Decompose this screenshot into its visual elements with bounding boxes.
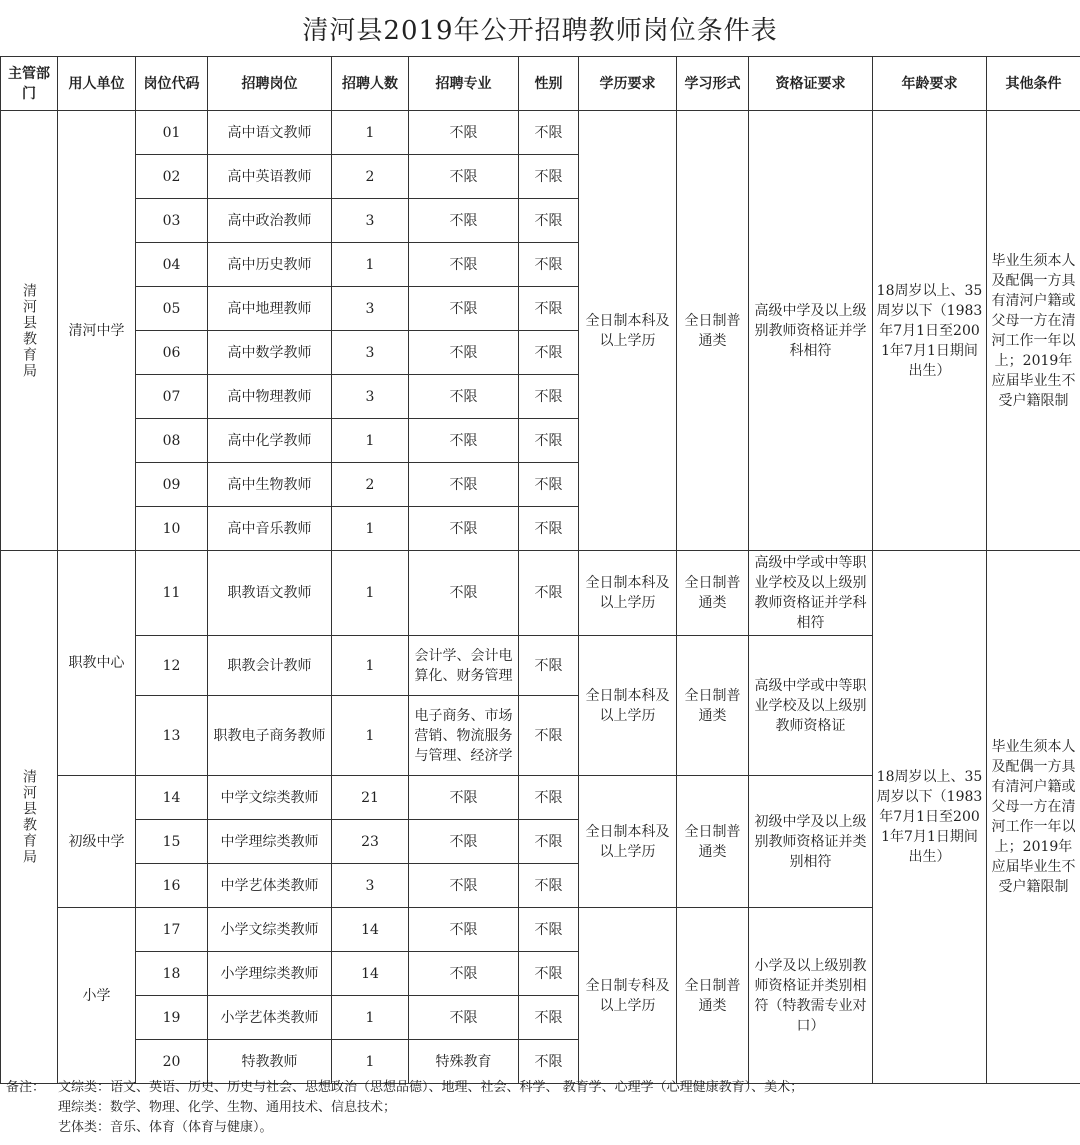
count-cell: 1 xyxy=(332,551,409,636)
age-cell: 18周岁以上、35周岁以下（1983年7月1日至2001年7月1日期间出生） xyxy=(873,111,987,551)
unit-cell: 职教中心 xyxy=(58,551,136,776)
major-cell: 电子商务、市场营销、物流服务与管理、经济学 xyxy=(409,696,519,776)
post-cell: 高中地理教师 xyxy=(208,287,332,331)
header-cell: 招聘岗位 xyxy=(208,57,332,111)
unit-cell: 初级中学 xyxy=(58,776,136,908)
gender-cell: 不限 xyxy=(519,243,579,287)
major-cell: 不限 xyxy=(409,776,519,820)
form-cell: 全日制普通类 xyxy=(677,636,749,776)
table-row xyxy=(1,111,1080,155)
count-cell: 1 xyxy=(332,636,409,696)
edu-cell: 全日制本科及以上学历 xyxy=(579,776,677,908)
post-cell: 职教电子商务教师 xyxy=(208,696,332,776)
table-title: 清河县2019年公开招聘教师岗位条件表 xyxy=(302,15,778,46)
post-cell: 高中数学教师 xyxy=(208,331,332,375)
notes-text: 文综类：语文、英语、历史、历史与社会、思想政治（思想品德）、地理、社会、科学、 教育学、心理学（心理健康教育）、美术； xyxy=(58,1080,804,1095)
gender-cell: 不限 xyxy=(519,375,579,419)
post-cell: 小学文综类教师 xyxy=(208,908,332,952)
gender-cell: 不限 xyxy=(519,287,579,331)
gender-cell: 不限 xyxy=(519,463,579,507)
edu-cell: 全日制本科及以上学历 xyxy=(579,111,677,551)
notes-label: 备注： xyxy=(6,1080,46,1095)
count-cell: 3 xyxy=(332,199,409,243)
count-cell: 1 xyxy=(332,419,409,463)
gender-cell: 不限 xyxy=(519,636,579,696)
edu-cell: 全日制本科及以上学历 xyxy=(579,551,677,636)
major-cell: 特殊教育 xyxy=(409,1040,519,1084)
gender-cell: 不限 xyxy=(519,155,579,199)
post-cell: 高中物理教师 xyxy=(208,375,332,419)
count-cell: 3 xyxy=(332,375,409,419)
header-cell: 资格证要求 xyxy=(749,57,873,111)
code-cell: 14 xyxy=(136,776,208,820)
post-cell: 高中语文教师 xyxy=(208,111,332,155)
code-cell: 19 xyxy=(136,996,208,1040)
notes-line xyxy=(6,1078,1074,1098)
notes-text: 艺体类：音乐、体育（体育与健康）。 xyxy=(58,1120,273,1135)
post-cell: 高中生物教师 xyxy=(208,463,332,507)
code-cell: 01 xyxy=(136,111,208,155)
post-cell: 高中政治教师 xyxy=(208,199,332,243)
major-cell: 不限 xyxy=(409,820,519,864)
major-cell: 不限 xyxy=(409,463,519,507)
code-cell: 07 xyxy=(136,375,208,419)
post-cell: 高中化学教师 xyxy=(208,419,332,463)
post-cell: 职教会计教师 xyxy=(208,636,332,696)
notes-text: 理综类：数学、物理、化学、生物、通用技术、信息技术； xyxy=(58,1100,397,1115)
age-cell: 18周岁以上、35周岁以下（1983年7月1日至2001年7月1日期间出生） xyxy=(873,551,987,1084)
major-cell: 不限 xyxy=(409,419,519,463)
count-cell: 2 xyxy=(332,463,409,507)
department-cell xyxy=(1,551,58,1084)
major-cell: 不限 xyxy=(409,864,519,908)
unit-cell: 小学 xyxy=(58,908,136,1084)
gender-cell: 不限 xyxy=(519,199,579,243)
edu-cell: 全日制专科及以上学历 xyxy=(579,908,677,1084)
form-cell: 全日制普通类 xyxy=(677,551,749,636)
table-row xyxy=(1,551,1080,636)
count-cell: 1 xyxy=(332,996,409,1040)
count-cell: 3 xyxy=(332,287,409,331)
major-cell: 不限 xyxy=(409,111,519,155)
code-cell: 17 xyxy=(136,908,208,952)
form-cell: 全日制普通类 xyxy=(677,776,749,908)
form-cell: 全日制普通类 xyxy=(677,111,749,551)
count-cell: 23 xyxy=(332,820,409,864)
unit-cell: 清河中学 xyxy=(58,111,136,551)
cert-cell: 高级中学或中等职业学校及以上级别教师资格证 xyxy=(749,636,873,776)
edu-cell: 全日制本科及以上学历 xyxy=(579,636,677,776)
gender-cell: 不限 xyxy=(519,696,579,776)
major-cell: 不限 xyxy=(409,507,519,551)
header-cell: 招聘人数 xyxy=(332,57,409,111)
post-cell: 中学艺体类教师 xyxy=(208,864,332,908)
post-cell: 小学艺体类教师 xyxy=(208,996,332,1040)
cert-cell: 高级中学或中等职业学校及以上级别教师资格证并学科相符 xyxy=(749,551,873,636)
gender-cell: 不限 xyxy=(519,1040,579,1084)
notes-line xyxy=(6,1118,1074,1138)
other-cell: 毕业生须本人及配偶一方具有清河户籍或父母一方在清河工作一年以上；2019年应届毕业生不受户籍限制 xyxy=(987,551,1080,1084)
post-cell: 中学文综类教师 xyxy=(208,776,332,820)
major-cell: 不限 xyxy=(409,551,519,636)
header-row xyxy=(1,57,1080,111)
count-cell: 21 xyxy=(332,776,409,820)
count-cell: 1 xyxy=(332,507,409,551)
gender-cell: 不限 xyxy=(519,952,579,996)
code-cell: 03 xyxy=(136,199,208,243)
count-cell: 1 xyxy=(332,243,409,287)
count-cell: 1 xyxy=(332,1040,409,1084)
header-cell: 岗位代码 xyxy=(136,57,208,111)
major-cell: 不限 xyxy=(409,243,519,287)
major-cell: 不限 xyxy=(409,287,519,331)
other-cell: 毕业生须本人及配偶一方具有清河户籍或父母一方在清河工作一年以上；2019年应届毕业生不受户籍限制 xyxy=(987,111,1080,551)
major-cell: 会计学、会计电算化、财务管理 xyxy=(409,636,519,696)
gender-cell: 不限 xyxy=(519,551,579,636)
major-cell: 不限 xyxy=(409,155,519,199)
major-cell: 不限 xyxy=(409,331,519,375)
cert-cell: 高级中学及以上级别教师资格证并学科相符 xyxy=(749,111,873,551)
header-cell: 招聘专业 xyxy=(409,57,519,111)
major-cell: 不限 xyxy=(409,375,519,419)
cert-cell: 小学及以上级别教师资格证并类别相符（特教需专业对口） xyxy=(749,908,873,1084)
code-cell: 18 xyxy=(136,952,208,996)
code-cell: 12 xyxy=(136,636,208,696)
header-cell: 性别 xyxy=(519,57,579,111)
count-cell: 1 xyxy=(332,111,409,155)
code-cell: 15 xyxy=(136,820,208,864)
recruitment-table xyxy=(0,56,1080,1084)
count-cell: 3 xyxy=(332,331,409,375)
code-cell: 06 xyxy=(136,331,208,375)
gender-cell: 不限 xyxy=(519,419,579,463)
gender-cell: 不限 xyxy=(519,820,579,864)
notes-line xyxy=(6,1098,1074,1118)
post-cell: 高中音乐教师 xyxy=(208,507,332,551)
gender-cell: 不限 xyxy=(519,331,579,375)
header-cell: 学历要求 xyxy=(579,57,677,111)
code-cell: 20 xyxy=(136,1040,208,1084)
department-text: 清河县教育局 xyxy=(21,769,37,865)
post-cell: 职教语文教师 xyxy=(208,551,332,636)
gender-cell: 不限 xyxy=(519,776,579,820)
post-cell: 中学理综类教师 xyxy=(208,820,332,864)
header-cell: 其他条件 xyxy=(987,57,1080,111)
count-cell: 1 xyxy=(332,696,409,776)
code-cell: 09 xyxy=(136,463,208,507)
gender-cell: 不限 xyxy=(519,111,579,155)
post-cell: 特教教师 xyxy=(208,1040,332,1084)
code-cell: 11 xyxy=(136,551,208,636)
cert-cell: 初级中学及以上级别教师资格证并类别相符 xyxy=(749,776,873,908)
count-cell: 14 xyxy=(332,908,409,952)
major-cell: 不限 xyxy=(409,908,519,952)
code-cell: 02 xyxy=(136,155,208,199)
gender-cell: 不限 xyxy=(519,507,579,551)
form-cell: 全日制普通类 xyxy=(677,908,749,1084)
count-cell: 14 xyxy=(332,952,409,996)
code-cell: 05 xyxy=(136,287,208,331)
gender-cell: 不限 xyxy=(519,996,579,1040)
header-cell: 用人单位 xyxy=(58,57,136,111)
post-cell: 高中英语教师 xyxy=(208,155,332,199)
gender-cell: 不限 xyxy=(519,864,579,908)
major-cell: 不限 xyxy=(409,199,519,243)
header-cell: 年龄要求 xyxy=(873,57,987,111)
count-cell: 3 xyxy=(332,864,409,908)
header-cell: 主管部门 xyxy=(1,57,58,111)
department-text: 清河县教育局 xyxy=(21,282,37,379)
count-cell: 2 xyxy=(332,155,409,199)
major-cell: 不限 xyxy=(409,996,519,1040)
gender-cell: 不限 xyxy=(519,908,579,952)
code-cell: 10 xyxy=(136,507,208,551)
header-cell: 学习形式 xyxy=(677,57,749,111)
code-cell: 16 xyxy=(136,864,208,908)
post-cell: 高中历史教师 xyxy=(208,243,332,287)
code-cell: 13 xyxy=(136,696,208,776)
code-cell: 04 xyxy=(136,243,208,287)
notes xyxy=(6,1078,1074,1138)
post-cell: 小学理综类教师 xyxy=(208,952,332,996)
code-cell: 08 xyxy=(136,419,208,463)
major-cell: 不限 xyxy=(409,952,519,996)
department-cell xyxy=(1,111,58,551)
